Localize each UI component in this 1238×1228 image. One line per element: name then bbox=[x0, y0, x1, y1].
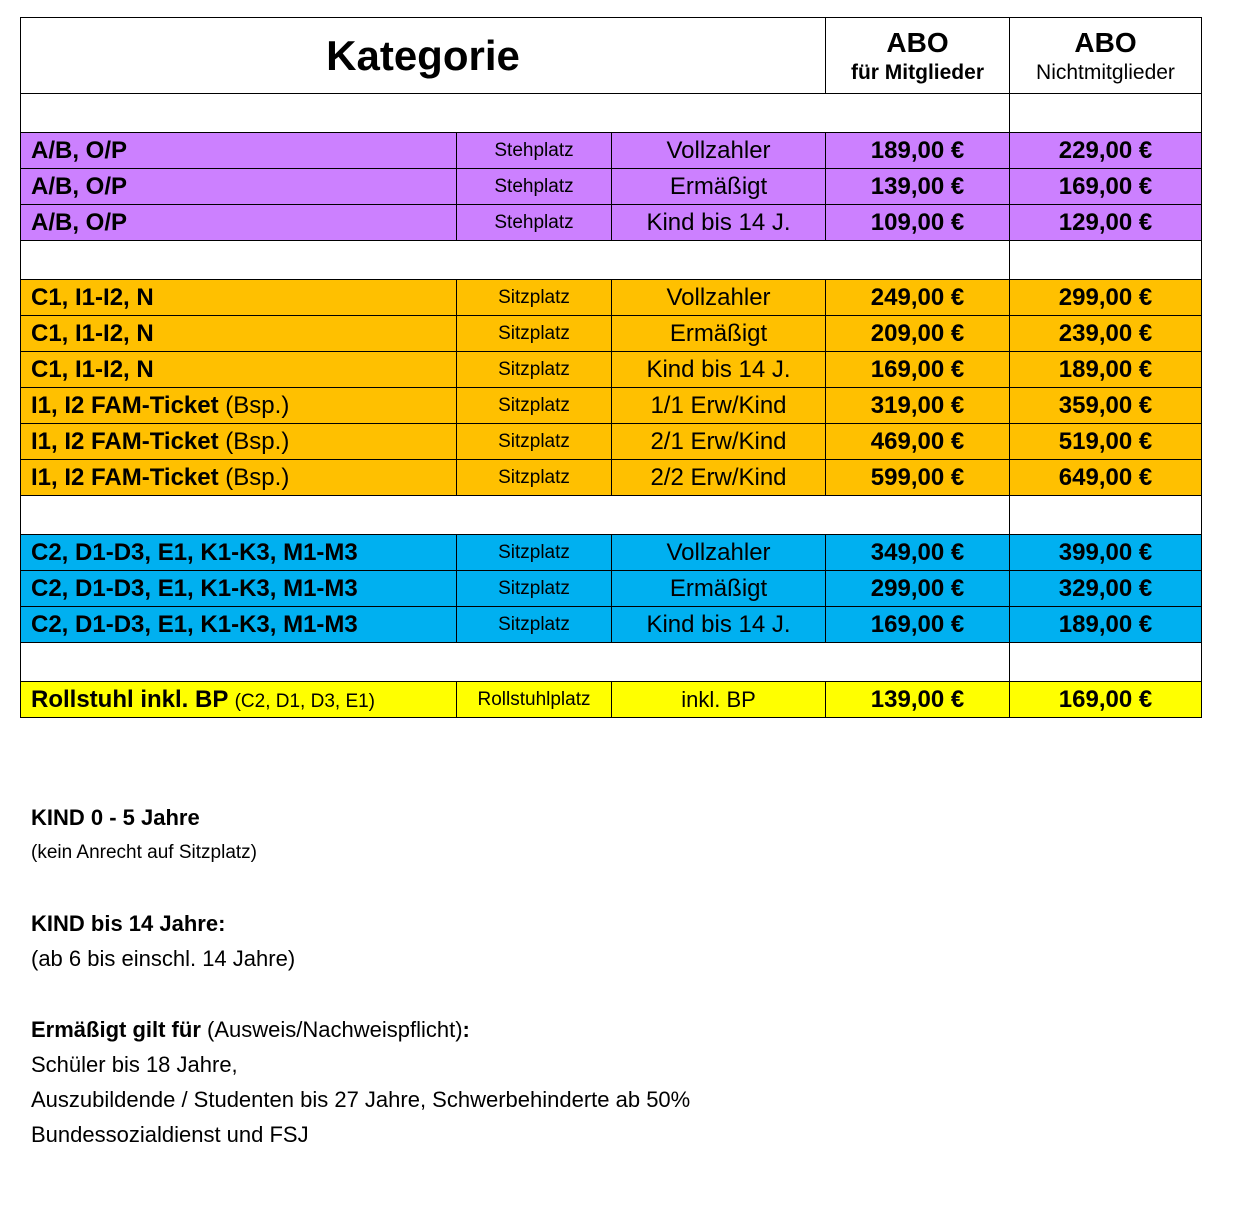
category-cell: A/B, O/P bbox=[21, 169, 457, 205]
note-kind14-title: KIND bis 14 Jahre: bbox=[31, 911, 226, 936]
table-row bbox=[21, 607, 1202, 643]
nonmember-price-cell: 359,00 € bbox=[1010, 388, 1202, 424]
table-row bbox=[21, 460, 1202, 496]
category-note: (C2, D1, D3, E1) bbox=[234, 690, 376, 712]
category-note: (Bsp.) bbox=[225, 463, 290, 491]
table-row bbox=[21, 205, 1202, 241]
nonmember-price-cell: 649,00 € bbox=[1010, 460, 1202, 496]
tariff-cell: Ermäßigt bbox=[612, 169, 826, 205]
category-cell: C1, I1-I2, N bbox=[21, 280, 457, 316]
header-kategorie: Kategorie bbox=[21, 18, 826, 94]
category-cell: A/B, O/P bbox=[21, 205, 457, 241]
tariff-cell: Vollzahler bbox=[612, 133, 826, 169]
category-bold: I1, I2 FAM-Ticket bbox=[31, 391, 226, 419]
note-kind05-title: KIND 0 - 5 Jahre bbox=[31, 805, 200, 830]
header-nonmembers-line2: Nichtmitglieder bbox=[1036, 60, 1175, 84]
member-price-cell: 139,00 € bbox=[826, 169, 1010, 205]
seat-type-cell: Sitzplatz bbox=[457, 424, 612, 460]
seat-type-cell: Sitzplatz bbox=[457, 388, 612, 424]
note-kind14-desc: (ab 6 bis einschl. 14 Jahre) bbox=[31, 946, 296, 971]
nonmember-price-cell: 169,00 € bbox=[1010, 682, 1202, 718]
table-row bbox=[21, 316, 1202, 352]
category-cell bbox=[21, 424, 457, 460]
table-row bbox=[21, 133, 1202, 169]
member-price-cell: 209,00 € bbox=[826, 316, 1010, 352]
category-cell bbox=[21, 388, 457, 424]
seat-type-cell: Sitzplatz bbox=[457, 280, 612, 316]
member-price-cell: 319,00 € bbox=[826, 388, 1010, 424]
member-price-cell: 139,00 € bbox=[826, 682, 1010, 718]
member-price-cell: 469,00 € bbox=[826, 424, 1010, 460]
member-price-cell: 169,00 € bbox=[826, 607, 1010, 643]
nonmember-price-cell: 399,00 € bbox=[1010, 535, 1202, 571]
category-note: (Bsp.) bbox=[225, 391, 290, 419]
header-row bbox=[21, 18, 1202, 94]
note-line-bfd: Bundessozialdienst und FSJ bbox=[31, 1122, 309, 1147]
nonmember-price-cell: 239,00 € bbox=[1010, 316, 1202, 352]
nonmember-price-cell: 519,00 € bbox=[1010, 424, 1202, 460]
tariff-cell: Ermäßigt bbox=[612, 571, 826, 607]
tariff-cell: Vollzahler bbox=[612, 535, 826, 571]
category-bold: I1, I2 FAM-Ticket bbox=[31, 463, 226, 491]
spacer-row bbox=[21, 94, 1202, 133]
tariff-cell: Kind bis 14 J. bbox=[612, 607, 826, 643]
category-cell bbox=[21, 682, 457, 718]
seat-type-cell: Sitzplatz bbox=[457, 535, 612, 571]
seat-type-cell: Rollstuhlplatz bbox=[457, 682, 612, 718]
member-price-cell: 189,00 € bbox=[826, 133, 1010, 169]
note-line-azubi: Auszubildende / Studenten bis 27 Jahre, Schwerbehinderte ab 50% bbox=[31, 1087, 691, 1112]
seat-type-cell: Sitzplatz bbox=[457, 571, 612, 607]
table-row bbox=[21, 682, 1202, 718]
member-price-cell: 169,00 € bbox=[826, 352, 1010, 388]
table-row bbox=[21, 388, 1202, 424]
table-row bbox=[21, 424, 1202, 460]
note-ermaessigt-heading: Ermäßigt gilt für (Ausweis/Nachweispflicht): bbox=[31, 1017, 470, 1042]
tariff-cell: Kind bis 14 J. bbox=[612, 205, 826, 241]
seat-type-cell: Stehplatz bbox=[457, 133, 612, 169]
spacer-row bbox=[21, 241, 1202, 280]
notes-section bbox=[31, 800, 690, 1152]
category-bold: Rollstuhl inkl. BP bbox=[31, 685, 235, 713]
tariff-cell: 1/1 Erw/Kind bbox=[612, 388, 826, 424]
nonmember-price-cell: 189,00 € bbox=[1010, 352, 1202, 388]
table-row bbox=[21, 169, 1202, 205]
member-price-cell: 349,00 € bbox=[826, 535, 1010, 571]
seat-type-cell: Stehplatz bbox=[457, 205, 612, 241]
table-row bbox=[21, 571, 1202, 607]
nonmember-price-cell: 229,00 € bbox=[1010, 133, 1202, 169]
header-members-line1: ABO bbox=[886, 27, 949, 59]
nonmember-price-cell: 329,00 € bbox=[1010, 571, 1202, 607]
nonmember-price-cell: 299,00 € bbox=[1010, 280, 1202, 316]
seat-type-cell: Sitzplatz bbox=[457, 460, 612, 496]
category-note: (Bsp.) bbox=[225, 427, 290, 455]
seat-type-cell: Stehplatz bbox=[457, 169, 612, 205]
price-table bbox=[20, 17, 1202, 718]
category-cell: C1, I1-I2, N bbox=[21, 316, 457, 352]
seat-type-cell: Sitzplatz bbox=[457, 352, 612, 388]
header-members-line2: für Mitglieder bbox=[850, 60, 984, 84]
note-kind05-desc: (kein Anrecht auf Sitzplatz) bbox=[31, 842, 257, 863]
category-cell: C2, D1-D3, E1, K1-K3, M1-M3 bbox=[21, 571, 457, 607]
category-bold: I1, I2 FAM-Ticket bbox=[31, 427, 226, 455]
spacer-row bbox=[21, 643, 1202, 682]
member-price-cell: 599,00 € bbox=[826, 460, 1010, 496]
header-nonmembers bbox=[1010, 18, 1202, 94]
header-members bbox=[826, 18, 1010, 94]
category-cell: C1, I1-I2, N bbox=[21, 352, 457, 388]
note-line-schueler: Schüler bis 18 Jahre, bbox=[31, 1052, 238, 1077]
seat-type-cell: Sitzplatz bbox=[457, 316, 612, 352]
header-nonmembers-line1: ABO bbox=[1074, 27, 1137, 59]
member-price-cell: 109,00 € bbox=[826, 205, 1010, 241]
member-price-cell: 299,00 € bbox=[826, 571, 1010, 607]
tariff-cell: Kind bis 14 J. bbox=[612, 352, 826, 388]
seat-type-cell: Sitzplatz bbox=[457, 607, 612, 643]
member-price-cell: 249,00 € bbox=[826, 280, 1010, 316]
tariff-cell: Vollzahler bbox=[612, 280, 826, 316]
tariff-cell: inkl. BP bbox=[612, 682, 826, 718]
tariff-cell: 2/2 Erw/Kind bbox=[612, 460, 826, 496]
category-cell: C2, D1-D3, E1, K1-K3, M1-M3 bbox=[21, 607, 457, 643]
category-cell: C2, D1-D3, E1, K1-K3, M1-M3 bbox=[21, 535, 457, 571]
table-row bbox=[21, 535, 1202, 571]
nonmember-price-cell: 169,00 € bbox=[1010, 169, 1202, 205]
tariff-cell: Ermäßigt bbox=[612, 316, 826, 352]
table-row bbox=[21, 280, 1202, 316]
spacer-row bbox=[21, 496, 1202, 535]
category-cell bbox=[21, 460, 457, 496]
category-cell: A/B, O/P bbox=[21, 133, 457, 169]
nonmember-price-cell: 129,00 € bbox=[1010, 205, 1202, 241]
table-row bbox=[21, 352, 1202, 388]
nonmember-price-cell: 189,00 € bbox=[1010, 607, 1202, 643]
tariff-cell: 2/1 Erw/Kind bbox=[612, 424, 826, 460]
